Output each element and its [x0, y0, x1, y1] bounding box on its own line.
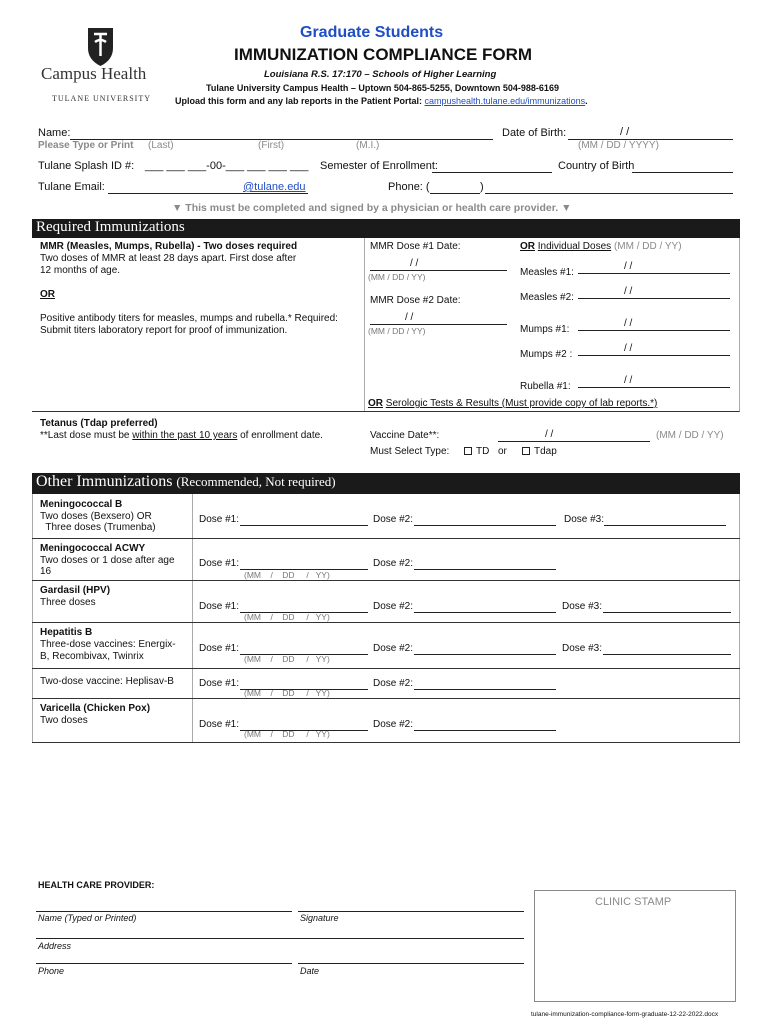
hepb-desc-1: Three-dose vaccines: Energix- [40, 639, 176, 650]
provider-address-label: Address [38, 941, 72, 951]
other-heading: Other Immunizations (Recommended, Not required) [32, 473, 740, 494]
indiv-row-rubella-1: Rubella #1: / / [520, 376, 735, 394]
indiv-field[interactable] [578, 273, 730, 274]
vaccine-date-field[interactable] [498, 441, 650, 442]
menb-desc-2: Three doses (Trumenba) [40, 522, 156, 533]
td-option[interactable]: TD [464, 446, 489, 457]
hpv-dose3-field[interactable] [603, 612, 731, 613]
phone-label: Phone: ( [388, 181, 430, 193]
vaccine-date-slashes: / / [545, 429, 554, 440]
dob-slashes: / / [620, 126, 630, 138]
print-hint: Please Type or Print [38, 140, 134, 151]
mmr-desc-2: 12 months of age. [40, 265, 121, 276]
heplisav-dose2-label: Dose #2: [373, 678, 414, 689]
varicella-format: (MM / DD / YY) [244, 729, 330, 739]
mmr-dose2-field[interactable] [370, 324, 507, 325]
provider-heading: HEALTH CARE PROVIDER: [38, 880, 155, 890]
titer-desc-2: Submit titers laboratory report for proof of immunization. [40, 325, 288, 336]
mmr-dose2-label: MMR Dose #2 Date: [370, 295, 461, 306]
indiv-row-measles-2: Measles #2: / / [520, 287, 735, 305]
tetanus-title: Tetanus (Tdap preferred) [40, 418, 158, 429]
individual-doses-header: OR Individual Doses (MM / DD / YY) [520, 241, 682, 252]
provider-date-field[interactable] [298, 963, 524, 964]
other-divider [32, 742, 740, 743]
provider-address-field[interactable] [36, 938, 524, 939]
vaccine-date-label: Vaccine Date**: [370, 430, 440, 441]
tetanus-desc: **Last dose must be within the past 10 years of enrollment date. [40, 430, 323, 441]
varicella-title: Varicella (Chicken Pox) [40, 703, 151, 714]
provider-signature-field[interactable] [298, 911, 524, 912]
menb-dose1-field[interactable] [240, 525, 368, 526]
semester-field[interactable] [432, 172, 552, 173]
first-hint: (First) [258, 140, 285, 151]
varicella-dose1-label: Dose #1: [199, 719, 240, 730]
provider-phone-label: Phone [38, 966, 65, 976]
must-select-label: Must Select Type: [370, 446, 450, 457]
indiv-row-mumps-1: Mumps #1: / / [520, 319, 735, 337]
indiv-row-mumps-2: Mumps #2 : / / [520, 344, 735, 362]
splash-label: Tulane Splash ID #: [38, 160, 135, 172]
last-hint: (Last) [148, 140, 174, 151]
other-left-divider [192, 494, 193, 742]
other-right-edge [739, 494, 740, 742]
menacwy-dose1-label: Dose #1: [199, 558, 240, 569]
dob-label: Date of Birth: [502, 127, 567, 139]
hpv-dose1-label: Dose #1: [199, 601, 240, 612]
mmr-dose1-label: MMR Dose #1 Date: [370, 241, 461, 252]
menacwy-dose2-label: Dose #2: [373, 558, 414, 569]
name-label: Name: [38, 127, 71, 139]
menb-desc-1: Two doses (Bexsero) OR [40, 511, 152, 522]
indiv-field[interactable] [578, 387, 730, 388]
form-title: IMMUNIZATION COMPLIANCE FORM [234, 45, 533, 64]
logo-name: Campus Health [41, 64, 147, 83]
vaccine-date-format: (MM / DD / YY) [656, 430, 724, 441]
semester-label: Semester of Enrollment: [320, 160, 438, 172]
td-checkbox[interactable] [464, 447, 472, 455]
provider-phone-field[interactable] [36, 963, 292, 964]
menb-dose2-field[interactable] [414, 525, 556, 526]
mmr-dose1-format: (MM / DD / YY) [368, 272, 426, 282]
mmr-or: OR [40, 289, 55, 300]
other-divider [32, 580, 740, 581]
menb-dose2-label: Dose #2: [373, 514, 414, 525]
titer-desc-1: Positive antibody titers for measles, mumps and rubella.* Required: [40, 313, 338, 324]
menb-title: Meningococcal B [40, 499, 123, 510]
other-divider [32, 622, 740, 623]
provider-name-label: Name (Typed or Printed) [38, 913, 137, 923]
menacwy-desc-1: Two doses or 1 dose after age [40, 555, 175, 566]
menacwy-desc-2: 16 [40, 566, 52, 577]
varicella-dose2-label: Dose #2: [373, 719, 414, 730]
or-text: or [498, 446, 507, 457]
clinic-stamp-box[interactable] [534, 890, 736, 1002]
menb-dose3-field[interactable] [604, 525, 726, 526]
country-label: Country of Birth [558, 160, 635, 172]
mmr-desc-1: Two doses of MMR at least 28 days apart. First dose after [40, 253, 297, 264]
hpv-title: Gardasil (HPV) [40, 585, 111, 596]
email-label: Tulane Email: [38, 181, 105, 193]
phone-close: ) [480, 181, 484, 193]
footer-filename: tulane-immunization-compliance-form-graduate-12-22-2022.docx [531, 1011, 719, 1018]
other-divider [32, 668, 740, 669]
hepb-dose2-field[interactable] [414, 654, 556, 655]
hepb-format: (MM / DD / YY) [244, 654, 330, 664]
required-heading: Required Immunizations [32, 219, 740, 238]
hepb-title: Hepatitis B [40, 627, 93, 638]
phone-field[interactable] [485, 193, 733, 194]
other-divider [32, 538, 740, 539]
dob-format: (MM / DD / YYYY) [578, 140, 659, 151]
phone-area-field[interactable] [430, 193, 480, 194]
contact-info: Tulane University Campus Health – Uptown 504-865-5255, Downtown 504-988-6169 [206, 83, 559, 93]
indiv-row-measles-1: Measles #1: / / [520, 262, 735, 280]
menacwy-format: (MM / DD / YY) [244, 570, 330, 580]
heplisav-dose2-field[interactable] [414, 689, 556, 690]
tdap-option[interactable]: Tdap [522, 446, 557, 457]
mi-hint: (M.I.) [356, 140, 380, 151]
law-reference: Louisiana R.S. 17:170 – Schools of Higher Learning [264, 69, 497, 80]
hpv-dose2-label: Dose #2: [373, 601, 414, 612]
hpv-format: (MM / DD / YY) [244, 612, 330, 622]
mmr-dose2-format: (MM / DD / YY) [368, 326, 426, 336]
heplisav-desc: Two-dose vaccine: Heplisav-B [40, 676, 174, 687]
physician-notice: ▼ This must be completed and signed by a physician or health care provider. ▼ [172, 202, 572, 214]
hepb-dose3-label: Dose #3: [562, 643, 603, 654]
hepb-desc-2: B, Recombivax, Twinrix [40, 651, 144, 662]
serologic-note: OR Serologic Tests & Results (Must provide copy of lab reports.*) [368, 398, 658, 409]
other-divider [32, 698, 740, 699]
varicella-dose2-field[interactable] [414, 730, 556, 731]
country-field[interactable] [632, 172, 733, 173]
hepb-dose2-label: Dose #2: [373, 643, 414, 654]
hpv-dose3-label: Dose #3: [562, 601, 603, 612]
page-title: Graduate Students [300, 24, 444, 41]
provider-signature-label: Signature [300, 913, 339, 923]
heplisav-format: (MM / DD / YY) [244, 688, 330, 698]
heplisav-dose1-label: Dose #1: [199, 678, 240, 689]
splash-field[interactable]: ___ ___ ___-00-___ ___ ___ ___ [145, 160, 309, 172]
hpv-desc-1: Three doses [40, 597, 96, 608]
logo [38, 24, 163, 104]
mmr-dose2-slashes: / / [405, 312, 414, 323]
hepb-dose1-label: Dose #1: [199, 643, 240, 654]
mmr-title: MMR (Measles, Mumps, Rubella) - Two doses required [40, 241, 298, 252]
varicella-desc-1: Two doses [40, 715, 88, 726]
email-domain: @tulane.edu [243, 181, 306, 193]
email-field[interactable] [108, 193, 308, 194]
menb-dose1-label: Dose #1: [199, 514, 240, 525]
hepb-dose3-field[interactable] [603, 654, 731, 655]
indiv-field[interactable] [578, 355, 730, 356]
indiv-field[interactable] [578, 330, 730, 331]
mmr-dose1-slashes: / / [410, 258, 419, 269]
hpv-dose2-field[interactable] [414, 612, 556, 613]
indiv-field[interactable] [578, 298, 730, 299]
tdap-checkbox[interactable] [522, 447, 530, 455]
upload-instructions: Upload this form and any lab reports in the Patient Portal: campushealth.tulane.edu/immunizations. [175, 96, 588, 106]
clinic-stamp-label: CLINIC STAMP [595, 896, 672, 908]
provider-date-label: Date [300, 966, 320, 976]
menacwy-dose2-field[interactable] [414, 569, 556, 570]
portal-link[interactable]: campushealth.tulane.edu/immunizations [424, 96, 586, 106]
mmr-dose1-field[interactable] [370, 270, 507, 271]
menb-dose3-label: Dose #3: [564, 514, 605, 525]
provider-name-field[interactable] [36, 911, 292, 912]
tulane-shield-icon [38, 24, 163, 68]
logo-subtitle: TULANE UNIVERSITY [52, 94, 151, 103]
menacwy-title: Meningococcal ACWY [40, 543, 146, 554]
other-left-edge [32, 494, 33, 742]
